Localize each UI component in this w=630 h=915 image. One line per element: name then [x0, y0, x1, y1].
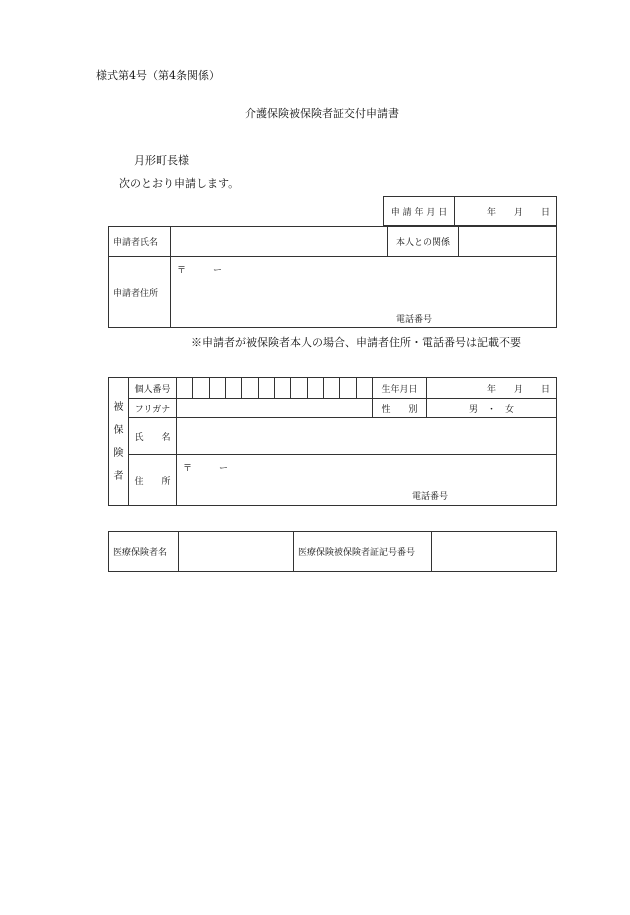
sex-label: 性 別 — [373, 399, 427, 418]
birth-date-label: 生年月日 — [373, 378, 427, 399]
side-char-2: 保 — [113, 424, 124, 436]
applicant-address-label: 申請者住所 — [109, 257, 171, 328]
medical-insurance-table — [108, 531, 557, 572]
digit-box[interactable] — [193, 378, 209, 398]
sex-field[interactable]: 男 ・ 女 — [427, 399, 557, 418]
digit-box[interactable] — [324, 378, 340, 398]
personal-number-label: 個人番号 — [129, 378, 177, 399]
insured-name-label: 氏 名 — [129, 418, 177, 455]
applicant-name-label: 申請者氏名 — [109, 227, 171, 257]
page-title: 介護保険被保険者証交付申請書 — [245, 107, 399, 120]
medical-card-label: 医療保険被保険者証記号番号 — [294, 532, 432, 572]
digit-box[interactable] — [275, 378, 291, 398]
digit-box[interactable] — [308, 378, 324, 398]
personal-number-boxes[interactable] — [177, 378, 373, 399]
relation-field[interactable] — [459, 227, 557, 257]
applicant-postal-mark: 〒 ー — [177, 266, 223, 276]
insured-phone-label: 電話番号 — [412, 492, 449, 502]
lead-text: 次のとおり申請します。 — [119, 177, 240, 190]
side-char-1: 被 — [113, 401, 124, 413]
digit-box[interactable] — [357, 378, 372, 398]
insured-name-field[interactable] — [177, 418, 557, 455]
digit-box[interactable] — [177, 378, 193, 398]
insured-table — [108, 377, 557, 506]
digit-box[interactable] — [259, 378, 275, 398]
note-text: ※申請者が被保険者本人の場合、申請者住所・電話番号は記載不要 — [191, 336, 521, 349]
furigana-field[interactable] — [177, 399, 373, 418]
application-date-label: 申 請 年 月 日 — [384, 197, 455, 226]
insured-postal-mark: 〒 ー — [183, 464, 229, 474]
application-date-table — [383, 196, 557, 226]
addressee: 月形町長様 — [134, 154, 189, 167]
digit-box[interactable] — [242, 378, 258, 398]
relation-label: 本人との関係 — [388, 227, 459, 257]
application-date-field[interactable]: 年 月 日 — [455, 197, 557, 226]
digit-box[interactable] — [210, 378, 226, 398]
medical-insurer-label: 医療保険者名 — [109, 532, 179, 572]
applicant-table — [108, 226, 557, 328]
insured-address-field[interactable] — [177, 455, 557, 506]
side-char-4: 者 — [113, 470, 124, 482]
insured-side-label — [109, 378, 129, 506]
medical-card-field[interactable] — [432, 532, 557, 572]
applicant-phone-label: 電話番号 — [396, 315, 433, 325]
applicant-name-field[interactable] — [171, 227, 388, 257]
medical-insurer-field[interactable] — [179, 532, 294, 572]
digit-box[interactable] — [226, 378, 242, 398]
form-number: 様式第4号（第4条関係） — [96, 69, 220, 82]
furigana-label: フリガナ — [129, 399, 177, 418]
side-char-3: 険 — [113, 447, 124, 459]
insured-address-label: 住 所 — [129, 455, 177, 506]
applicant-address-field[interactable] — [171, 257, 557, 328]
birth-date-field[interactable]: 年 月 日 — [427, 378, 557, 399]
digit-box[interactable] — [291, 378, 307, 398]
digit-box[interactable] — [340, 378, 356, 398]
